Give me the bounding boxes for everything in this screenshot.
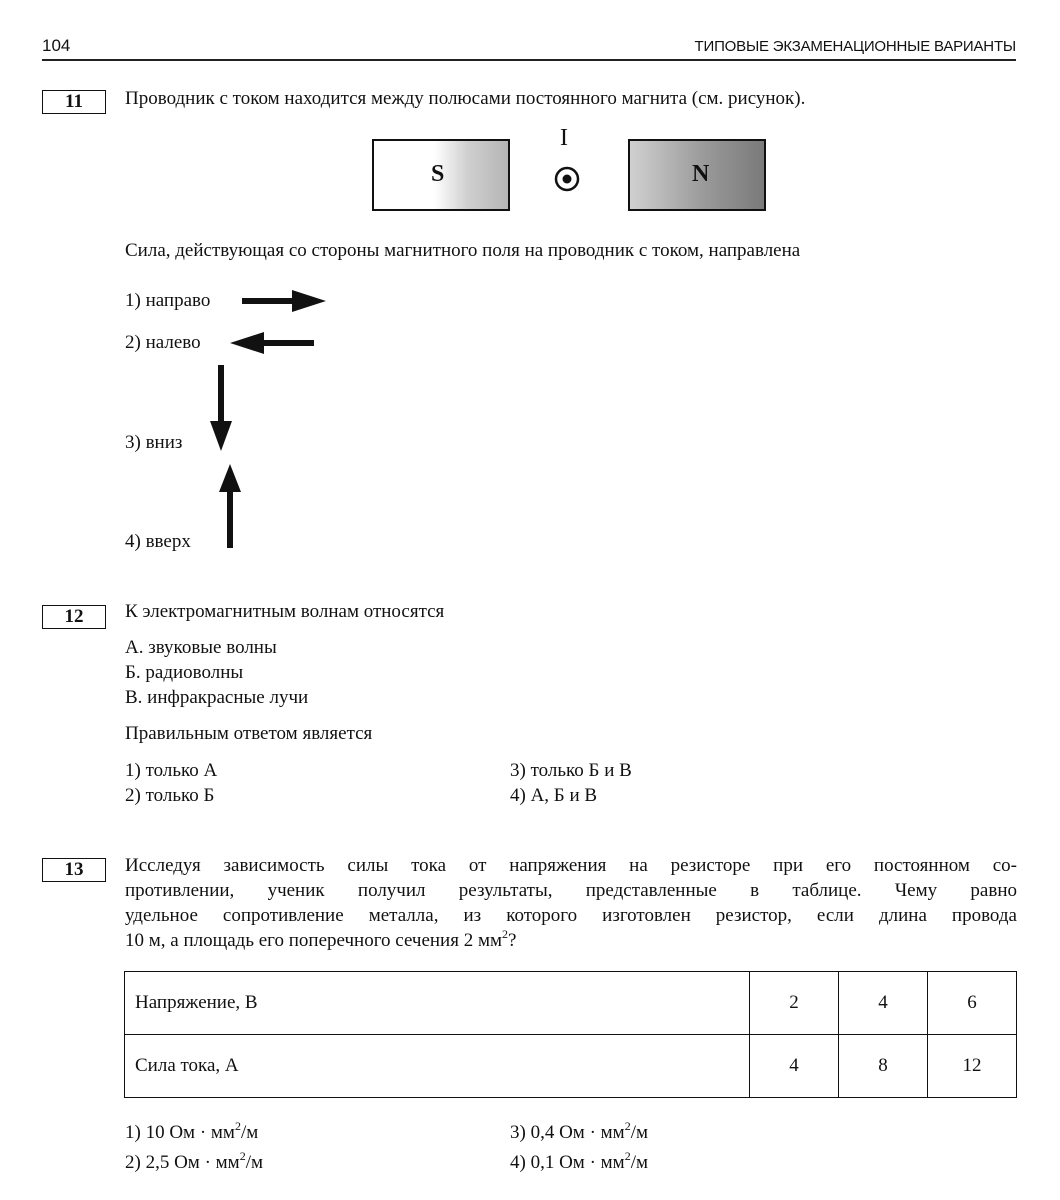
question-number-13: 13 — [42, 858, 106, 882]
q12-item-a: А. звуковые волны — [125, 637, 277, 658]
table-row — [125, 972, 1017, 1035]
q12-option-2[interactable]: 2) только Б — [125, 785, 215, 806]
table-cell: 12 — [928, 1035, 1017, 1098]
row-label: Сила тока, А — [125, 1035, 750, 1098]
q11-option-4[interactable]: 4) вверх — [125, 531, 191, 552]
q13-option-3[interactable]: 3) 0,4 Ом · $мм^2/м$ — [510, 1119, 649, 1143]
arrow-down-icon — [208, 363, 234, 453]
q13-option-1[interactable]: 1) 10 Ом · $мм^2/м$ — [125, 1119, 259, 1143]
table-row — [125, 1035, 1017, 1098]
magnet-north-pole — [628, 139, 766, 211]
current-label: I — [560, 125, 568, 151]
question-number-12: 12 — [42, 605, 106, 629]
arrow-right-icon — [240, 289, 328, 313]
q13-text-line: удельное сопротивление металла, из которого изготовлен резистор, если длина провода — [125, 905, 1017, 926]
q12-option-3[interactable]: 3) только Б и В — [510, 760, 632, 781]
q13-text-line: противлении, ученик получил результаты, представленные в таблице. Чему равно — [125, 880, 1017, 901]
q12-option-1[interactable]: 1) только А — [125, 760, 218, 781]
measurement-table — [124, 971, 1017, 1098]
q12-item-c: В. инфракрасные лучи — [125, 687, 309, 708]
magnet-south-pole — [372, 139, 510, 211]
q11-option-3[interactable]: 3) вниз — [125, 432, 183, 453]
q11-option-1[interactable]: 1) направо — [125, 290, 211, 311]
north-pole-label: N — [692, 161, 710, 187]
current-out-of-page-icon — [553, 165, 581, 193]
magnet-figure — [372, 125, 772, 220]
question-number-11: 11 — [42, 90, 106, 114]
south-pole-label: S — [431, 161, 445, 187]
table-cell: 4 — [750, 1035, 839, 1098]
arrow-left-icon — [228, 331, 316, 355]
q13-text-line: 10 м, а площадь его поперечного сечения 2 $мм^2$? — [125, 927, 517, 951]
row-label: Напряжение, В — [125, 972, 750, 1035]
q11-text: Проводник с током находится между полюсами постоянного магнита (см. рисунок). — [125, 88, 806, 109]
q13-text — [125, 853, 1017, 953]
q13-text-line: Исследуя зависимость силы тока от напряжения на резисторе при его постоянном со- — [125, 855, 1017, 876]
header-rule — [42, 59, 1016, 61]
q12-item-b: Б. радиоволны — [125, 662, 244, 683]
q12-text: К электромагнитным волнам относятся — [125, 601, 445, 622]
page-number: 104 — [42, 36, 71, 55]
table-cell: 6 — [928, 972, 1017, 1035]
q13-option-2[interactable]: 2) 2,5 Ом · $мм^2/м$ — [125, 1149, 264, 1173]
table-cell: 2 — [750, 972, 839, 1035]
arrow-up-icon — [217, 462, 243, 550]
q11-option-2[interactable]: 2) налево — [125, 332, 201, 353]
q12-prompt: Правильным ответом является — [125, 723, 373, 744]
table-cell: 4 — [839, 972, 928, 1035]
q13-option-4[interactable]: 4) 0,1 Ом · $мм^2/м$ — [510, 1149, 649, 1173]
q12-option-4[interactable]: 4) А, Б и В — [510, 785, 598, 806]
q11-question: Сила, действующая со стороны магнитного поля на проводник с током, направлена — [125, 240, 801, 261]
table-cell: 8 — [839, 1035, 928, 1098]
running-title: ТИПОВЫЕ ЭКЗАМЕНАЦИОННЫЕ ВАРИАНТЫ — [694, 38, 1016, 55]
